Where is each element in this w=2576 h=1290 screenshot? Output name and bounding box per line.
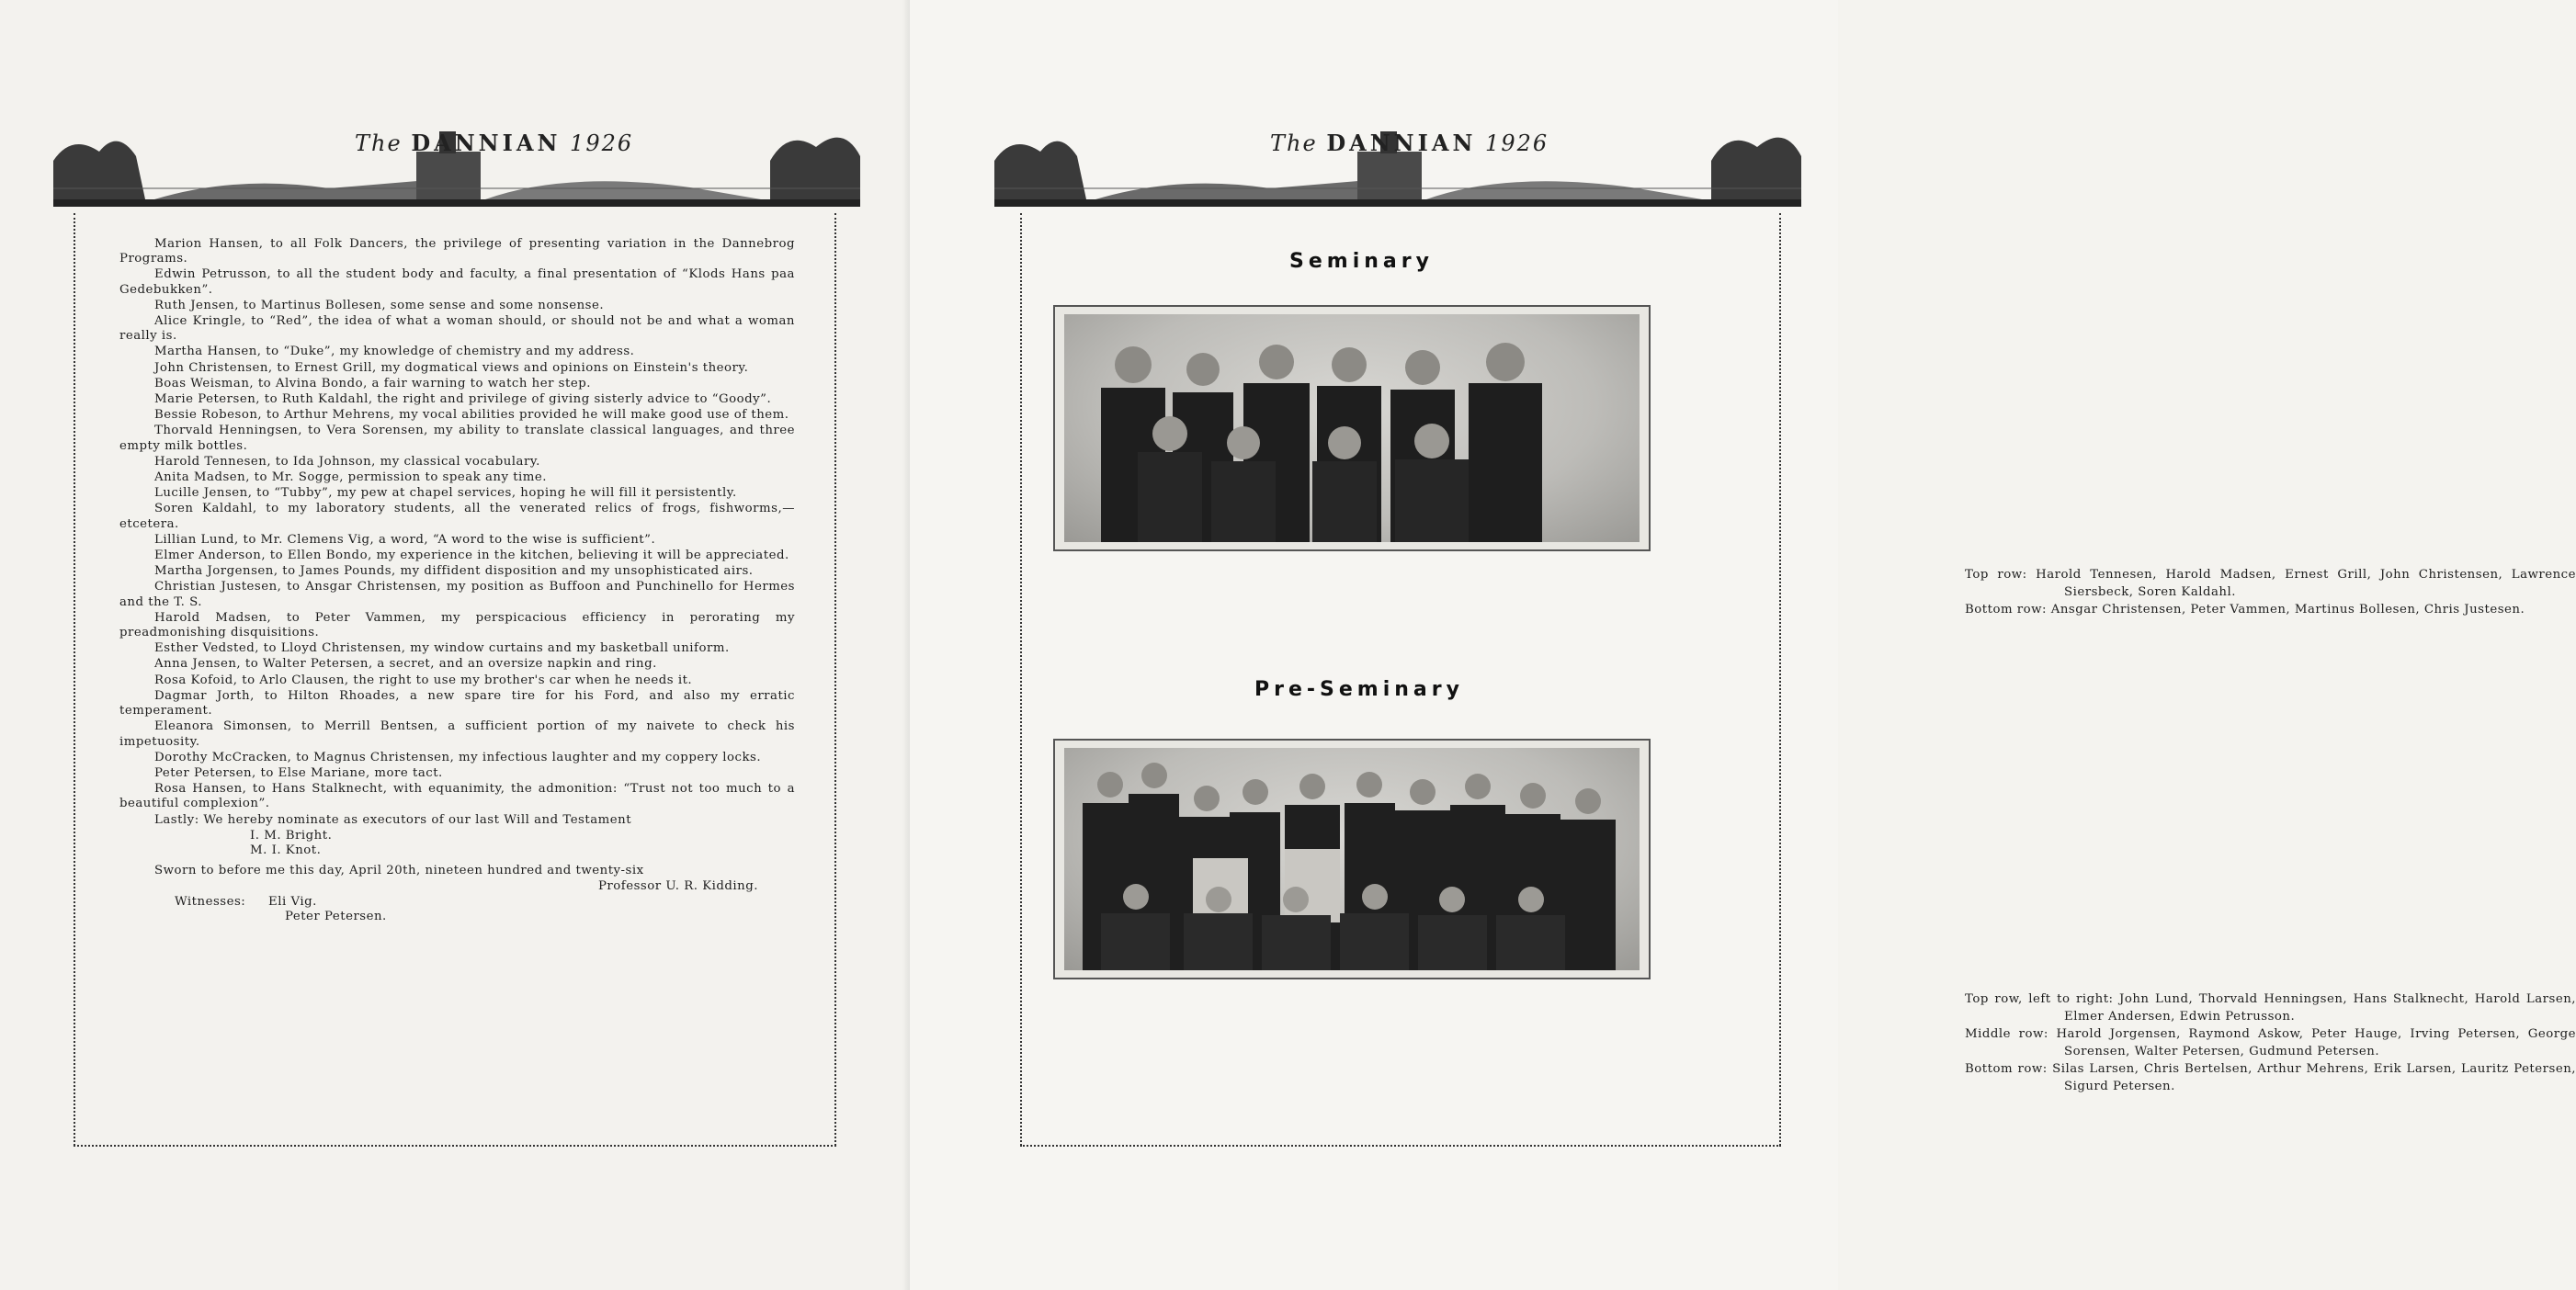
caption-line: Top row, left to right: John Lund, Thorvald Henningsen, Hans Stalknecht, Harold Larsen, Elmer Andersen, Edwin Petrusson. <box>1965 992 2576 1024</box>
bequest: John Christensen, to Ernest Grill, my dogmatical views and opinions on Einstein's theory. <box>154 360 749 375</box>
bequest: Peter Petersen, to Else Mariane, more tact. <box>154 765 443 780</box>
left-page <box>0 0 910 1290</box>
bequest: Lillian Lund, to Mr. Clemens Vig, a word, “A word to the wise is sufficient”. <box>154 532 656 547</box>
bequest: Dagmar Jorth, to Hilton Rhoades, a new spare tire for his Ford, and also my erratic temperament. <box>119 688 795 719</box>
border-bottom-right <box>1020 1145 1781 1147</box>
bequest: Martha Hansen, to “Duke”, my knowledge of chemistry and my address. <box>154 345 635 359</box>
bequest: Marion Hansen, to all Folk Dancers, the privilege of presenting variation in the Dannebrog Programs. <box>119 237 795 266</box>
bequest: Lucille Jensen, to “Tubby”, my pew at chapel services, hoping he will fill it persistently. <box>154 486 737 501</box>
bequest: Marie Petersen, to Ruth Kaldahl, the right and privilege of giving sisterly advice to “Goody”. <box>154 392 772 407</box>
witness-name: Peter Petersen. <box>285 909 387 923</box>
seminary-group-figures <box>1064 314 1640 542</box>
bequest-lastly: Lastly: We hereby nominate as executors of our last Will and Testament <box>154 812 632 827</box>
professor-signature: Professor U. R. Kidding. <box>597 879 758 894</box>
bequest: Martha Jorgensen, to James Pounds, my diffident disposition and my unsophisticated airs. <box>154 564 754 579</box>
bequest: Ruth Jensen, to Martinus Bollesen, some sense and some nonsense. <box>154 298 605 312</box>
bequest: Dorothy McCracken, to Magnus Christensen, my infectious laughter and my coppery locks. <box>154 750 762 764</box>
header-name: DANNIAN <box>411 130 562 156</box>
seminary-photo <box>1053 305 1651 551</box>
witnesses-label: Witnesses: <box>175 894 246 909</box>
will-text <box>119 237 795 924</box>
bequest: Christian Justesen, to Ansgar Christensen, my position as Buffoon and Punchinello for Hermes and the T. S. <box>119 580 795 609</box>
executor: M. I. Knot. <box>250 843 322 857</box>
bequest: Anita Madsen, to Mr. Sogge, permission to speak any time. <box>154 470 547 485</box>
pre-seminary-group-figures <box>1064 748 1640 970</box>
bequest: Soren Kaldahl, to my laboratory students, all the venerated relics of frogs, fishworms,—etcetera. <box>119 502 795 531</box>
bequest: Harold Madsen, to Peter Vammen, my perspicacious efficiency in perorating my preadmonishing disquisitions. <box>119 610 795 640</box>
executor: I. M. Bright. <box>250 828 333 843</box>
pre-seminary-photo-image <box>1064 748 1640 970</box>
pre-seminary-title: Pre-Seminary <box>1254 678 1464 701</box>
caption-line: Middle row: Harold Jorgensen, Raymond Askow, Peter Hauge, Irving Petersen, George Sorensen, Walter Petersen, Gudmund Petersen. <box>1965 1027 2576 1058</box>
header-name: DANNIAN <box>1326 130 1477 156</box>
bequest: Bessie Robeson, to Arthur Mehrens, my vocal abilities provided he will make good use of them. <box>154 408 789 423</box>
bequest: Rosa Hansen, to Hans Stalknecht, with equanimity, the admonition: “Trust not too much to a beautiful complexion”. <box>119 782 795 811</box>
bequest: Edwin Petrusson, to all the student body and faculty, a final presentation of “Klods Hans paa Gedebukken”. <box>119 267 795 297</box>
bequest: Boas Weisman, to Alvina Bondo, a fair warning to watch her step. <box>154 376 591 390</box>
caption-line: Top row: Harold Tennesen, Harold Madsen, Ernest Grill, John Christensen, Lawrence Siersbeck, Soren Kaldahl. <box>1965 568 2576 599</box>
border-bottom-left <box>74 1145 836 1147</box>
border-left-left <box>74 213 75 1146</box>
pre-seminary-photo <box>1053 739 1651 979</box>
bequest: Eleanora Simonsen, to Merrill Bentsen, a sufficient portion of my naivete to check his impetuosity. <box>119 719 795 749</box>
witnesses-line <box>119 895 795 910</box>
header-year: 1926 <box>570 130 634 156</box>
header-year: 1926 <box>1485 130 1549 156</box>
header-the: The <box>1270 130 1318 156</box>
bequest: Rosa Kofoid, to Arlo Clausen, the right to use my brother's car when he needs it. <box>154 673 693 687</box>
witness-name: Eli Vig. <box>268 894 317 909</box>
caption-line: Bottom row: Silas Larsen, Chris Bertelsen, Arthur Mehrens, Erik Larsen, Lauritz Petersen, Sigurd Petersen. <box>1965 1062 2576 1093</box>
bequest: Anna Jensen, to Walter Petersen, a secret, and an oversize napkin and ring. <box>154 657 657 672</box>
right-page <box>910 0 2576 1290</box>
seminary-caption <box>1965 566 2576 618</box>
bequest: Harold Tennesen, to Ida Johnson, my classical vocabulary. <box>154 454 540 469</box>
bequest: Elmer Anderson, to Ellen Bondo, my experience in the kitchen, believing it will be appreciated. <box>154 549 789 563</box>
border-right-right <box>1779 213 1781 1146</box>
bequest: Thorvald Henningsen, to Vera Sorensen, my ability to translate classical languages, and three empty milk bottles. <box>119 424 795 453</box>
sworn-statement: Sworn to before me this day, April 20th, nineteen hundred and twenty-six <box>154 864 644 878</box>
pre-seminary-caption <box>1965 990 2576 1095</box>
seminary-photo-image <box>1064 314 1640 542</box>
header-title <box>355 130 633 156</box>
border-right-left <box>834 213 836 1146</box>
header-the: The <box>355 130 403 156</box>
bequest: Esther Vedsted, to Lloyd Christensen, my window curtains and my basketball uniform. <box>154 641 730 656</box>
bequest: Alice Kringle, to “Red”, the idea of what a woman should, or should not be and what a woman really is. <box>119 314 795 344</box>
border-left-right <box>1020 213 1022 1146</box>
page-header-right <box>994 124 1801 211</box>
seminary-title: Seminary <box>1289 250 1434 273</box>
caption-line: Bottom row: Ansgar Christensen, Peter Vammen, Martinus Bollesen, Chris Justesen. <box>1965 603 2525 617</box>
page-header-left <box>53 124 860 211</box>
header-title <box>1270 130 1549 156</box>
